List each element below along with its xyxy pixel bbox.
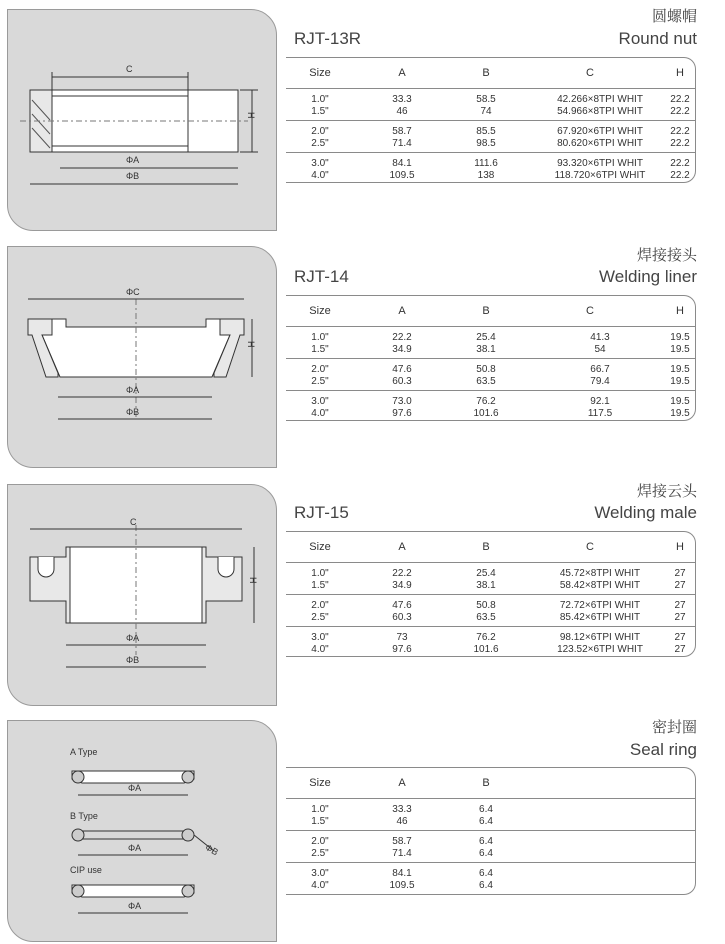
dim-a-label: ΦA [126,633,140,643]
table-cell-b: 76.2 [476,396,496,407]
table-row-group [286,799,695,830]
table-cell-size: 1.0" [311,568,329,579]
column-header-b: B [482,305,490,317]
table-cell-a: 84.1 [392,158,412,169]
table-cell-size: 2.5" [311,138,329,149]
table-cell-a: 22.2 [392,332,412,343]
table-cell-h: 19.5 [670,408,690,419]
column-header-h: H [676,305,684,317]
table-row-group [286,594,695,626]
table-cell-size: 2.0" [311,600,329,611]
table-cell-c: 80.620×6TPI WHIT [557,138,643,149]
table-cell-size: 1.5" [311,816,329,827]
welding-liner-diagram [8,247,276,467]
table-cell-b: 25.4 [476,332,496,343]
table-cell-c: 54 [594,344,606,355]
table-row-group [286,327,695,358]
table-cell-b: 50.8 [476,600,496,611]
table-cell-size: 2.5" [311,848,329,859]
table-cell-size: 3.0" [311,396,329,407]
column-header-size: Size [309,67,331,79]
table-cell-b: 101.6 [473,644,499,655]
round-nut-diagram [8,10,276,230]
product-code: RJT-13R [294,29,362,48]
table-cell-size: 4.0" [311,170,329,181]
table-cell-size: 2.5" [311,376,329,387]
dim-b-label: ΦB [126,171,140,181]
table-cell-a: 33.3 [392,94,412,105]
table-cell-a: 34.9 [392,580,412,591]
column-header-a: A [398,67,406,79]
table-row-group [286,120,695,152]
column-header-size: Size [309,305,331,317]
table-header [286,768,695,799]
welding-liner-drawing [7,246,277,468]
table-cell-a: 46 [396,106,408,117]
table-cell-b: 63.5 [476,612,496,623]
product-code: RJT-15 [294,503,349,522]
table-cell-c: 93.320×6TPI WHIT [557,158,643,169]
table-cell-h: 19.5 [670,396,690,407]
table-cell-h: 22.2 [670,170,690,181]
table-cell-c: 118.720×6TPI WHIT [554,170,646,181]
table-cell-b: 58.5 [476,94,496,105]
table-row-group [286,862,695,894]
table-cell-size: 3.0" [311,632,329,643]
table-cell-h: 27 [674,580,686,591]
type-a-label: A Type [70,747,98,757]
column-header-size: Size [309,541,331,553]
seal-ring-diagram [8,721,276,941]
dim-a-label: ΦA [126,385,140,395]
table-cell-h: 22.2 [670,138,690,149]
table-cell-size: 2.0" [311,364,329,375]
column-header-c: C [586,305,594,317]
table-cell-a: 71.4 [392,138,412,149]
table-cell-c: 41.3 [590,332,610,343]
table-cell-b: 38.1 [476,344,496,355]
table-header [286,58,695,89]
table-cell-h: 19.5 [670,332,690,343]
table-cell-a: 60.3 [392,612,412,623]
table-cell-h: 27 [674,612,686,623]
table-cell-c: 79.4 [590,376,610,387]
welding-male-drawing [7,484,277,706]
product-code: RJT-14 [294,267,349,286]
table-cell-h: 27 [674,644,686,655]
table-cell-c: 85.42×6TPI WHIT [559,612,641,623]
title-cn: 密封圈 [651,718,697,736]
column-header-b: B [482,67,490,79]
table-cell-a: 46 [396,816,408,827]
type-b-label: B Type [70,811,98,821]
table-row-group [286,89,695,120]
table-cell-b: 6.4 [479,880,493,891]
title-cn: 焊接云头 [636,482,697,500]
title-cn: 圆螺帽 [651,7,697,25]
table-cell-a: 109.5 [389,880,415,891]
table-cell-size: 2.0" [311,126,329,137]
table-cell-size: 1.0" [311,804,329,815]
table-row-group [286,830,695,862]
table-cell-a: 22.2 [392,568,412,579]
table-cell-b: 6.4 [479,804,493,815]
table-cell-a: 58.7 [392,836,412,847]
spec-table [286,767,696,895]
dim-a-label: ΦA [128,843,142,853]
table-cell-c: 117.5 [587,408,613,419]
cip-use-label: CIP use [70,865,102,875]
table-cell-b: 74 [480,106,492,117]
column-header-b: B [482,541,490,553]
table-cell-b: 6.4 [479,836,493,847]
table-cell-size: 4.0" [311,880,329,891]
dim-c-label: ΦC [126,287,140,297]
table-cell-a: 109.5 [389,170,415,181]
table-cell-b: 6.4 [479,848,493,859]
table-cell-a: 97.6 [392,408,412,419]
table-cell-a: 60.3 [392,376,412,387]
table-cell-a: 58.7 [392,126,412,137]
table-cell-b: 98.5 [476,138,496,149]
table-cell-c: 42.266×8TPI WHIT [557,94,643,105]
table-row-group [286,626,695,658]
table-header [286,296,695,327]
column-header-c: C [586,67,594,79]
table-cell-size: 1.0" [311,332,329,343]
column-header-c: C [586,541,594,553]
table-cell-size: 1.0" [311,94,329,105]
title-cn: 焊接接头 [636,246,697,264]
table-row-group [286,563,695,594]
table-cell-a: 47.6 [392,600,412,611]
dim-b-label: ΦB [126,407,140,417]
title-en: Round nut [618,29,697,48]
column-header-a: A [398,541,406,553]
column-header-size: Size [309,777,331,789]
table-cell-b: 6.4 [479,868,493,879]
table-cell-size: 1.5" [311,580,329,591]
dim-b-label: ΦB [203,842,220,858]
table-cell-h: 19.5 [670,376,690,387]
table-cell-a: 84.1 [392,868,412,879]
table-cell-h: 27 [674,632,686,643]
table-cell-c: 92.1 [590,396,610,407]
table-cell-a: 34.9 [392,344,412,355]
dim-a-label: ΦA [128,901,142,911]
seal-ring-drawing [7,720,277,942]
title-en: Welding male [594,503,697,522]
spec-table [286,531,696,657]
table-cell-c: 72.72×6TPI WHIT [559,600,641,611]
table-cell-c: 98.12×6TPI WHIT [559,632,641,643]
table-cell-h: 27 [674,600,686,611]
table-cell-c: 66.7 [590,364,610,375]
table-cell-b: 25.4 [476,568,496,579]
table-cell-size: 2.5" [311,612,329,623]
table-cell-c: 67.920×6TPI WHIT [557,126,643,137]
table-cell-size: 4.0" [311,408,329,419]
table-cell-h: 22.2 [670,126,690,137]
dim-c-label: C [130,517,137,527]
table-cell-b: 85.5 [476,126,496,137]
table-cell-a: 73 [396,632,408,643]
table-cell-b: 6.4 [479,816,493,827]
table-cell-c: 58.42×8TPI WHIT [559,580,641,591]
table-cell-c: 54.966×8TPI WHIT [557,106,643,117]
table-cell-size: 3.0" [311,868,329,879]
table-cell-a: 73.0 [392,396,412,407]
dim-a-label: ΦA [126,155,140,165]
table-row-group [286,152,695,184]
dim-a-label: ΦA [128,783,142,793]
round-nut-drawing [7,9,277,231]
dim-h-label: H [246,341,256,348]
table-cell-h: 22.2 [670,106,690,117]
table-row-group [286,390,695,422]
table-cell-c: 45.72×8TPI WHIT [559,568,641,579]
table-cell-b: 76.2 [476,632,496,643]
table-header [286,532,695,563]
table-cell-b: 101.6 [473,408,499,419]
table-cell-c: 123.52×6TPI WHIT [557,644,643,655]
column-header-h: H [676,541,684,553]
table-cell-h: 19.5 [670,344,690,355]
spec-table [286,295,696,421]
table-cell-b: 63.5 [476,376,496,387]
table-cell-b: 111.6 [474,158,498,169]
table-cell-h: 22.2 [670,94,690,105]
table-cell-h: 19.5 [670,364,690,375]
spec-table [286,57,696,183]
column-header-a: A [398,305,406,317]
table-cell-size: 2.0" [311,836,329,847]
welding-male-diagram [8,485,276,705]
table-cell-size: 3.0" [311,158,329,169]
table-cell-b: 50.8 [476,364,496,375]
table-cell-size: 1.5" [311,344,329,355]
column-header-h: H [676,67,684,79]
column-header-a: A [398,777,406,789]
table-cell-h: 22.2 [670,158,690,169]
column-header-b: B [482,777,490,789]
table-cell-b: 38.1 [476,580,496,591]
table-row-group [286,358,695,390]
title-en: Welding liner [599,267,697,286]
table-cell-b: 138 [477,170,495,181]
dim-c-label: C [126,64,133,74]
dim-h-label: H [246,112,256,119]
dim-h-label: H [248,577,258,584]
title-en: Seal ring [629,740,697,759]
table-cell-a: 71.4 [392,848,412,859]
table-cell-a: 33.3 [392,804,412,815]
table-cell-h: 27 [674,568,686,579]
table-cell-a: 97.6 [392,644,412,655]
table-cell-size: 1.5" [311,106,329,117]
dim-b-label: ΦB [126,655,140,665]
table-cell-a: 47.6 [392,364,412,375]
table-cell-size: 4.0" [311,644,329,655]
